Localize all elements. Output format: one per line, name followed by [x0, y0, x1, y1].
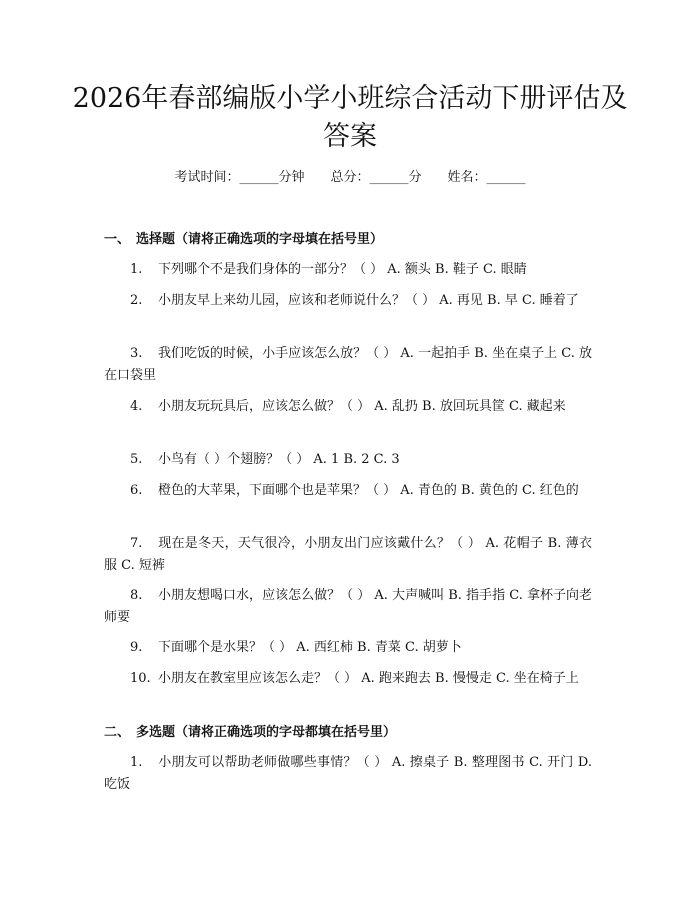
question-number: 9.: [130, 640, 143, 655]
question-text: 现在是冬天，天气很冷，小朋友出门应该戴什么？（ ） A. 花帽子 B. 薄衣服 C. 短裤: [104, 536, 592, 573]
question-number: 8.: [130, 588, 143, 603]
question-item: [104, 290, 592, 312]
student-name-field: 姓名：______: [447, 170, 526, 185]
question-number: 4.: [130, 399, 143, 414]
question-item: [104, 449, 592, 471]
section-number: 二、: [104, 725, 131, 740]
question-text: 小朋友想喝口水，应该怎么做？（ ） A. 大声喊叫 B. 指手指 C. 拿杯子向老师要: [104, 588, 592, 625]
section-title: 多选题（请将正确选项的字母都填在括号里）: [136, 725, 397, 740]
question-item: [104, 668, 592, 690]
question-text: 小鸟有（ ）个翅膀？（ ） A. 1 B. 2 C. 3: [158, 452, 400, 467]
exam-info-line: [0, 168, 700, 188]
question-text: 小朋友可以帮助老师做哪些事情？（ ） A. 擦桌子 B. 整理图书 C. 开门 D. 吃饭: [104, 755, 592, 792]
exam-time-field: 考试时间：______分钟: [174, 170, 305, 185]
question-text: 小朋友玩玩具后，应该怎么做？（ ） A. 乱扔 B. 放回玩具筐 C. 藏起来: [158, 399, 566, 414]
question-number: 10.: [130, 671, 151, 686]
question-number: 5.: [130, 452, 143, 467]
question-item: [104, 533, 592, 577]
section-title: 选择题（请将正确选项的字母填在括号里）: [136, 232, 384, 247]
question-item: [104, 637, 592, 659]
question-number: 1.: [130, 262, 143, 277]
question-item: [104, 585, 592, 629]
question-text: 小朋友在教室里应该怎么走？（ ） A. 跑来跑去 B. 慢慢走 C. 坐在椅子上: [158, 671, 579, 686]
question-item: [104, 259, 592, 281]
section-heading-choice: [104, 230, 383, 250]
page-title: 2026年春部编版小学小班综合活动下册评估及答案: [72, 83, 628, 152]
question-text: 橙色的大苹果，下面哪个也是苹果？（ ） A. 青色的 B. 黄色的 C. 红色的: [158, 483, 579, 498]
question-number: 3.: [130, 346, 143, 361]
question-item: [104, 343, 592, 387]
question-text: 小朋友早上来幼儿园，应该和老师说什么？（ ） A. 再见 B. 早 C. 睡着了: [158, 293, 579, 308]
question-item: [104, 396, 592, 418]
question-text: 下列哪个不是我们身体的一部分？（ ） A. 额头 B. 鞋子 C. 眼睛: [158, 262, 527, 277]
section-heading-multiple-choice: [104, 723, 396, 743]
question-number: 6.: [130, 483, 143, 498]
question-text: 我们吃饭的时候，小手应该怎么放？（ ） A. 一起拍手 B. 坐在桌子上 C. 放在口袋里: [104, 346, 592, 383]
question-number: 2.: [130, 293, 143, 308]
total-score-field: 总分：______分: [330, 170, 422, 185]
question-item: [104, 480, 592, 502]
question-item: [104, 752, 592, 796]
question-text: 下面哪个是水果？（ ） A. 西红柿 B. 青菜 C. 胡萝卜: [158, 640, 462, 655]
question-number: 1.: [130, 755, 143, 770]
section-number: 一、: [104, 232, 131, 247]
question-number: 7.: [130, 536, 143, 551]
